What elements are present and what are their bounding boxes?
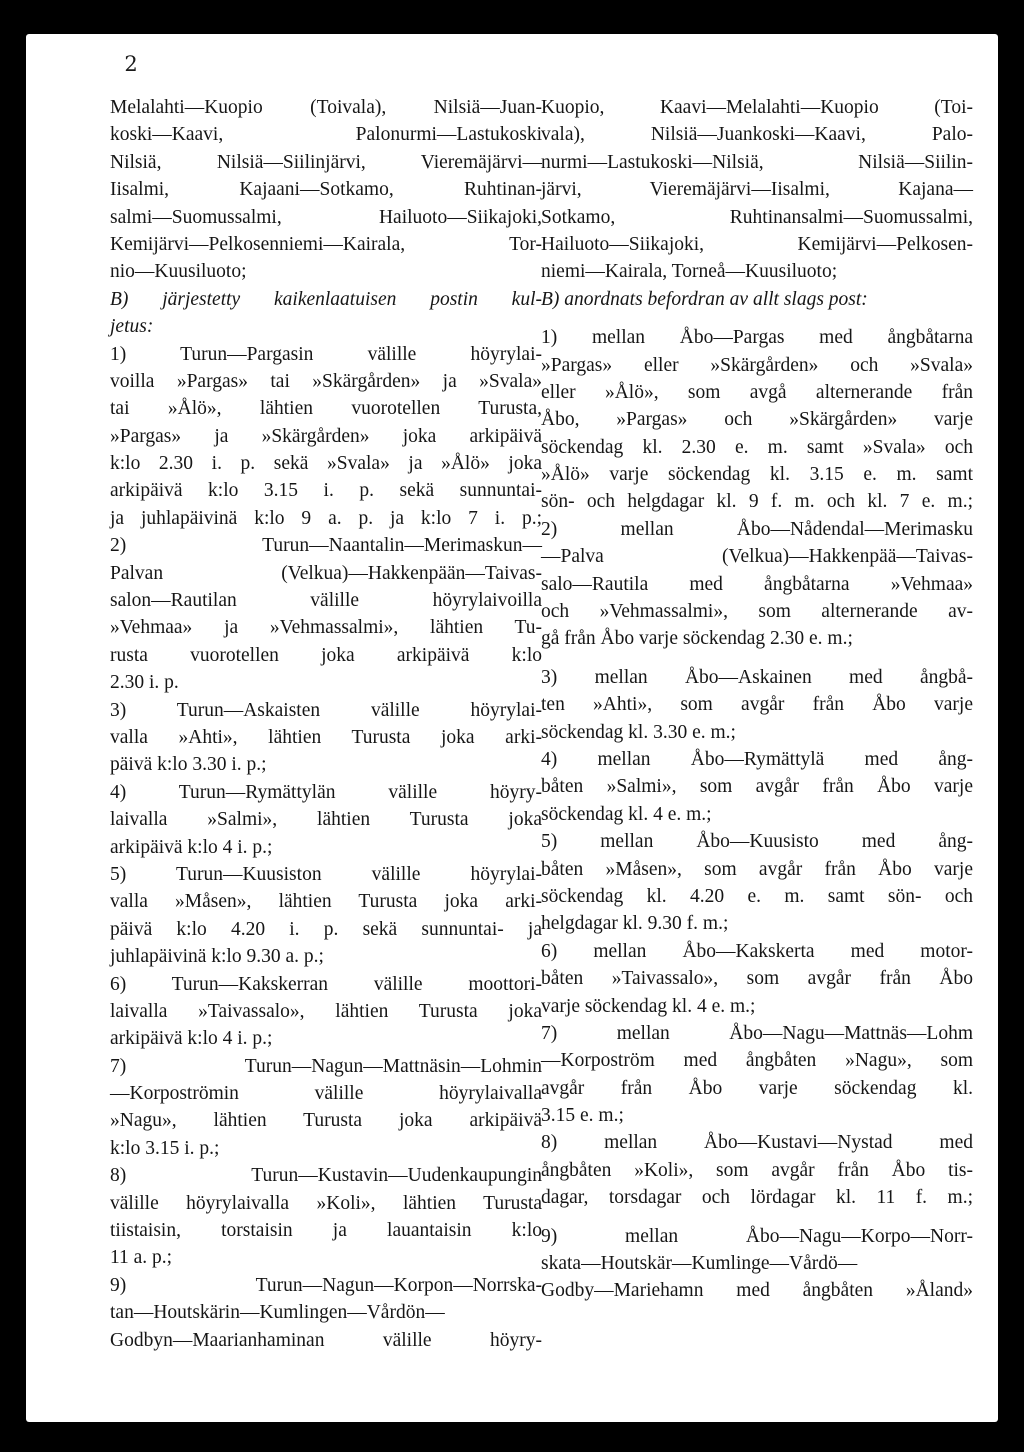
text-line: varje söckendag kl. 4 e. m.; [541,995,756,1017]
text-line: päivä k:lo 3.30 i. p.; [110,754,267,776]
text-line: gå från Åbo varje söckendag 2.30 e. m.; [541,628,853,650]
text-line: nio—Kuusiluoto; [110,261,247,283]
text-line: Sotkamo, Ruhtinansalmi—Suomussalmi, [541,206,973,228]
text-line: nurmi—Lastukoski—Nilsiä, Nilsiä—Siilin- [541,151,973,173]
text-line: —Korpoström med ångbåten »Nagu», som [541,1050,973,1072]
text-line: k:lo 3.15 i. p.; [110,1137,220,1159]
route-item: 2) Turun—Naantalin—Merimaskun— [110,535,542,557]
text-line: »Vehmaa» ja »Vehmassalmi», lähtien Tu- [110,617,542,639]
text-line: söckendag kl. 2.30 e. m. samt »Svala» och [541,436,973,458]
text-line: båten »Salmi», som avgår från Åbo varje [541,776,973,798]
route-item: 6) Turun—Kakskerran välille moottori- [110,973,542,995]
text-line: Nilsiä, Nilsiä—Siilinjärvi, Vieremäjärvi— [110,151,542,173]
text-line: sön- och helgdagar kl. 9 f. m. och kl. 7 e. m.; [541,491,973,513]
text-line: salmi—Suomussalmi, Hailuoto—Siikajoki, [110,206,542,228]
text-line: tai »Ålö», lähtien vuorotellen Turusta, [110,398,542,420]
text-line: Kemijärvi—Pelkosenniemi—Kairala, Tor- [110,233,542,255]
route-item: 4) Turun—Rymättylän välille höyry- [110,781,542,803]
text-line: söckendag kl. 3.30 e. m.; [541,721,736,743]
text-line: 11 a. p.; [110,1247,173,1269]
route-item: 7) Turun—Nagun—Mattnäsin—Lohmin [110,1055,542,1077]
route-item: 2) mellan Åbo—Nådendal—Merimasku [541,518,973,540]
text-line: laivalla »Salmi», lähtien Turusta joka [110,809,542,831]
text-line: salo—Rautila med ångbåtarna »Vehmaa» [541,573,973,595]
text-line: vala), Nilsiä—Juankoski—Kaavi, Palo- [541,124,973,146]
route-item: 1) mellan Åbo—Pargas med ångbåtarna [541,327,973,349]
route-item: 3) Turun—Askaisten välille höyrylai- [110,699,542,721]
text-line: rusta vuorotellen joka arkipäivä k:lo [110,644,542,666]
text-line: Godby—Mariehamn med ångbåten »Åland» [541,1280,973,1302]
swedish-column [541,94,973,1305]
text-line: helgdagar kl. 9.30 f. m.; [541,913,729,935]
route-item: 8) mellan Åbo—Kustavi—Nystad med [541,1132,973,1154]
text-line: salon—Rautilan välille höyrylaivoilla [110,590,542,612]
route-item: 5) Turun—Kuusiston välille höyrylai- [110,863,542,885]
section-heading: B) järjestetty kaikenlaatuisen postin kul- [110,288,542,310]
text-line: valla »Ahti», lähtien Turusta joka arki- [110,726,542,748]
text-line: arkipäivä k:lo 3.15 i. p. sekä sunnuntai- [110,480,542,502]
route-item: 8) Turun—Kustavin—Uudenkaupungin [110,1165,542,1187]
route-item: 7) mellan Åbo—Nagu—Mattnäs—Lohm [541,1022,973,1044]
text-line: päivä k:lo 4.20 i. p. sekä sunnuntai- ja [110,918,542,940]
section-heading-end: jetus: [110,316,154,338]
text-line: juhlapäivinä k:lo 9.30 a. p.; [110,946,324,968]
text-line: Melalahti—Kuopio (Toivala), Nilsiä—Juan- [110,97,542,118]
text-line: ångbåten »Koli», som avgår från Åbo tis- [541,1159,973,1181]
text-line: koski—Kaavi, Palonurmi—Lastukoski [110,124,542,146]
text-line: järvi, Vieremäjärvi—Iisalmi, Kajana— [541,179,973,201]
page-number: 2 [124,52,138,76]
text-line: arkipäivä k:lo 4 i. p.; [110,836,273,858]
text-line: Åbo, »Pargas» och »Skärgården» varje [541,409,973,431]
text-line: »Pargas» ja »Skärgården» joka arkipäivä [110,425,542,447]
text-line: 2.30 i. p. [110,672,179,694]
text-line: Hailuoto—Siikajoki, Kemijärvi—Pelkosen- [541,233,973,255]
text-line: tiistaisin, torstaisin ja lauantaisin k:lo [110,1220,542,1242]
text-line: Godbyn—Maarianhaminan välille höyry- [110,1329,542,1351]
route-item: 5) mellan Åbo—Kuusisto med ång- [541,831,973,853]
text-line: arkipäivä k:lo 4 i. p.; [110,1028,273,1050]
text-line: avgår från Åbo varje söckendag kl. [541,1077,973,1099]
text-line: Kuopio, Kaavi—Melalahti—Kuopio (Toi- [541,97,973,118]
text-line: laivalla »Taivassalo», lähtien Turusta joka [110,1000,542,1022]
text-line: »Ålö» varje söckendag kl. 3.15 e. m. samt [541,464,973,486]
text-line: söckendag kl. 4.20 e. m. samt sön- och [541,885,973,907]
route-item: 1) Turun—Pargasin välille höyrylai- [110,343,542,365]
finnish-column [110,94,542,1354]
route-item: 9) Turun—Nagun—Korpon—Norrska- [110,1274,542,1296]
text-line: söckendag kl. 4 e. m.; [541,803,712,825]
text-line: tan—Houtskärin—Kumlingen—Vårdön— [110,1302,445,1324]
route-item: 6) mellan Åbo—Kakskerta med motor- [541,940,973,962]
route-item: 4) mellan Åbo—Rymättylä med ång- [541,748,973,770]
text-line: Iisalmi, Kajaani—Sotkamo, Ruhtinan- [110,179,542,201]
route-item: 3) mellan Åbo—Askainen med ångbå- [541,666,973,688]
text-line: k:lo 2.30 i. p. sekä »Svala» ja »Ålö» joka [110,453,542,475]
text-line: 3.15 e. m.; [541,1105,624,1127]
text-line: niemi—Kairala, Torneå—Kuusiluoto; [541,261,838,283]
text-line: »Nagu», lähtien Turusta joka arkipäivä [110,1110,542,1132]
text-line: voilla »Pargas» tai »Skärgården» ja »Svala» [110,370,542,392]
section-heading: B) anordnats befordran av allt slags post: [541,288,868,310]
text-line: —Korpoströmin välille höyrylaivalla [110,1083,542,1105]
text-line: Palvan (Velkua)—Hakkenpään—Taivas- [110,562,542,584]
text-line: skata—Houtskär—Kumlinge—Vårdö— [541,1253,858,1275]
text-line: valla »Måsen», lähtien Turusta joka arki- [110,891,542,913]
text-line: båten »Måsen», som avgår från Åbo varje [541,858,973,880]
text-line: och »Vehmassalmi», som alternerande av- [541,601,973,623]
text-line: eller »Ålö», som avgå alternerande från [541,381,973,403]
text-line: dagar, torsdagar och lördagar kl. 11 f. m.; [541,1187,973,1209]
text-line: ten »Ahti», som avgår från Åbo varje [541,694,973,716]
text-line: båten »Taivassalo», som avgår från Åbo [541,968,973,990]
text-line: välille höyrylaivalla »Koli», lähtien Turusta [110,1192,542,1214]
text-line: ja juhlapäivinä k:lo 9 a. p. ja k:lo 7 i. p.; [110,507,542,529]
text-line: —Palva (Velkua)—Hakkenpää—Taivas- [541,546,973,568]
text-line: »Pargas» eller »Skärgården» och »Svala» [541,354,973,376]
route-item: 9) mellan Åbo—Nagu—Korpo—Norr- [541,1225,973,1247]
